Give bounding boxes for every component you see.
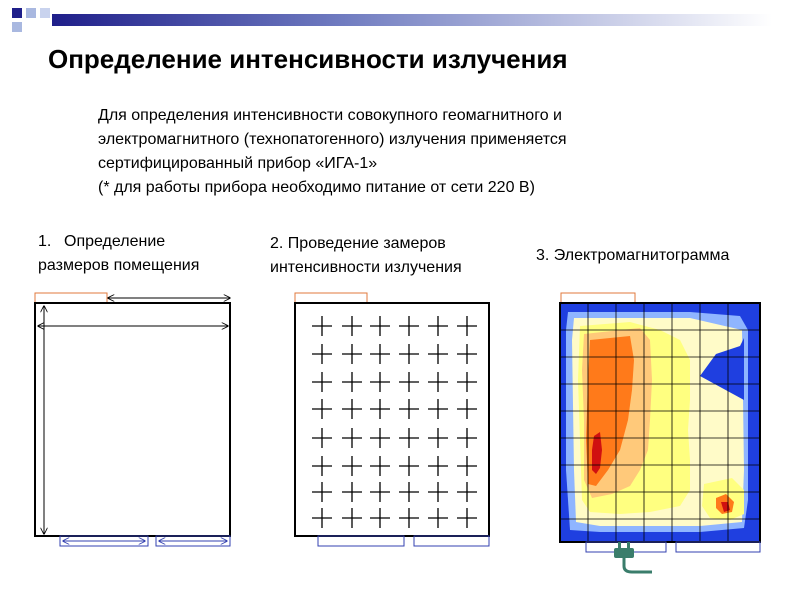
step-2-line-1: Проведение замеров bbox=[287, 235, 446, 252]
window-outline-2a bbox=[318, 536, 404, 546]
plus-marker-29 bbox=[428, 428, 448, 448]
plus-marker-24 bbox=[457, 399, 477, 419]
step-3-line-1: Электромагнитограмма bbox=[553, 247, 730, 264]
plus-marker-21 bbox=[370, 399, 390, 419]
plus-marker-19 bbox=[312, 399, 332, 419]
plus-marker-11 bbox=[428, 344, 448, 364]
plus-marker-25 bbox=[312, 428, 332, 448]
plus-marker-4 bbox=[399, 316, 419, 336]
plus-marker-16 bbox=[399, 372, 419, 392]
plus-marker-45 bbox=[370, 508, 390, 528]
plus-marker-30 bbox=[457, 428, 477, 448]
room-outline-1 bbox=[35, 303, 230, 536]
intro-line-1: Для определения интенсивности совокупного геомагнитного и bbox=[98, 107, 562, 124]
plus-marker-10 bbox=[399, 344, 419, 364]
plus-marker-34 bbox=[399, 456, 419, 476]
door-outline-1 bbox=[35, 293, 107, 303]
plus-marker-27 bbox=[370, 428, 390, 448]
door-outline-3 bbox=[561, 293, 635, 303]
measurement-grid-diagram bbox=[295, 293, 489, 546]
plus-marker-28 bbox=[399, 428, 419, 448]
plus-marker-8 bbox=[342, 344, 362, 364]
electromagnetogram bbox=[560, 293, 760, 552]
plus-marker-12 bbox=[457, 344, 477, 364]
plus-marker-9 bbox=[370, 344, 390, 364]
plus-marker-46 bbox=[399, 508, 419, 528]
plus-marker-14 bbox=[342, 372, 362, 392]
step-3-number: 3. bbox=[536, 247, 550, 264]
plus-marker-6 bbox=[457, 316, 477, 336]
plus-marker-41 bbox=[428, 482, 448, 502]
plus-marker-31 bbox=[312, 456, 332, 476]
plus-marker-18 bbox=[457, 372, 477, 392]
plus-marker-22 bbox=[399, 399, 419, 419]
power-plug-icon bbox=[614, 542, 652, 572]
plus-marker-35 bbox=[428, 456, 448, 476]
room-outline-2 bbox=[295, 303, 489, 536]
plus-marker-1 bbox=[312, 316, 332, 336]
window-outline-3b bbox=[676, 542, 760, 552]
intro-line-4: (* для работы прибора необходимо питание от сети 220 В) bbox=[98, 179, 535, 196]
plus-marker-37 bbox=[312, 482, 332, 502]
window-outline-2b bbox=[414, 536, 489, 546]
plus-marker-43 bbox=[312, 508, 332, 528]
plus-marker-44 bbox=[342, 508, 362, 528]
plus-marker-17 bbox=[428, 372, 448, 392]
step-2-line-2: интенсивности излучения bbox=[270, 259, 462, 276]
plus-marker-23 bbox=[428, 399, 448, 419]
plus-marker-26 bbox=[342, 428, 362, 448]
slide-title: Определение интенсивности излучения bbox=[48, 44, 568, 74]
plus-marker-39 bbox=[370, 482, 390, 502]
plus-marker-7 bbox=[312, 344, 332, 364]
plus-marker-20 bbox=[342, 399, 362, 419]
door-outline-2 bbox=[295, 293, 367, 303]
intro-line-2: электромагнитного (технопатогенного) излучения применяется bbox=[98, 131, 567, 148]
plus-markers bbox=[312, 316, 477, 528]
plus-marker-42 bbox=[457, 482, 477, 502]
step-2-number: 2. bbox=[270, 235, 284, 252]
plus-marker-38 bbox=[342, 482, 362, 502]
plus-marker-40 bbox=[399, 482, 419, 502]
room-measurement-diagram bbox=[35, 293, 230, 546]
plus-marker-15 bbox=[370, 372, 390, 392]
plus-marker-2 bbox=[342, 316, 362, 336]
step-1-number: 1. bbox=[38, 233, 52, 250]
plus-marker-47 bbox=[428, 508, 448, 528]
plus-marker-3 bbox=[370, 316, 390, 336]
plus-marker-32 bbox=[342, 456, 362, 476]
plus-marker-36 bbox=[457, 456, 477, 476]
plus-marker-48 bbox=[457, 508, 477, 528]
plus-marker-5 bbox=[428, 316, 448, 336]
step-1-line-2: размеров помещения bbox=[38, 257, 200, 274]
step-1-line-1: Определение bbox=[64, 233, 166, 250]
plus-marker-33 bbox=[370, 456, 390, 476]
intro-line-3: сертифицированный прибор «ИГА-1» bbox=[98, 155, 378, 172]
plus-marker-13 bbox=[312, 372, 332, 392]
